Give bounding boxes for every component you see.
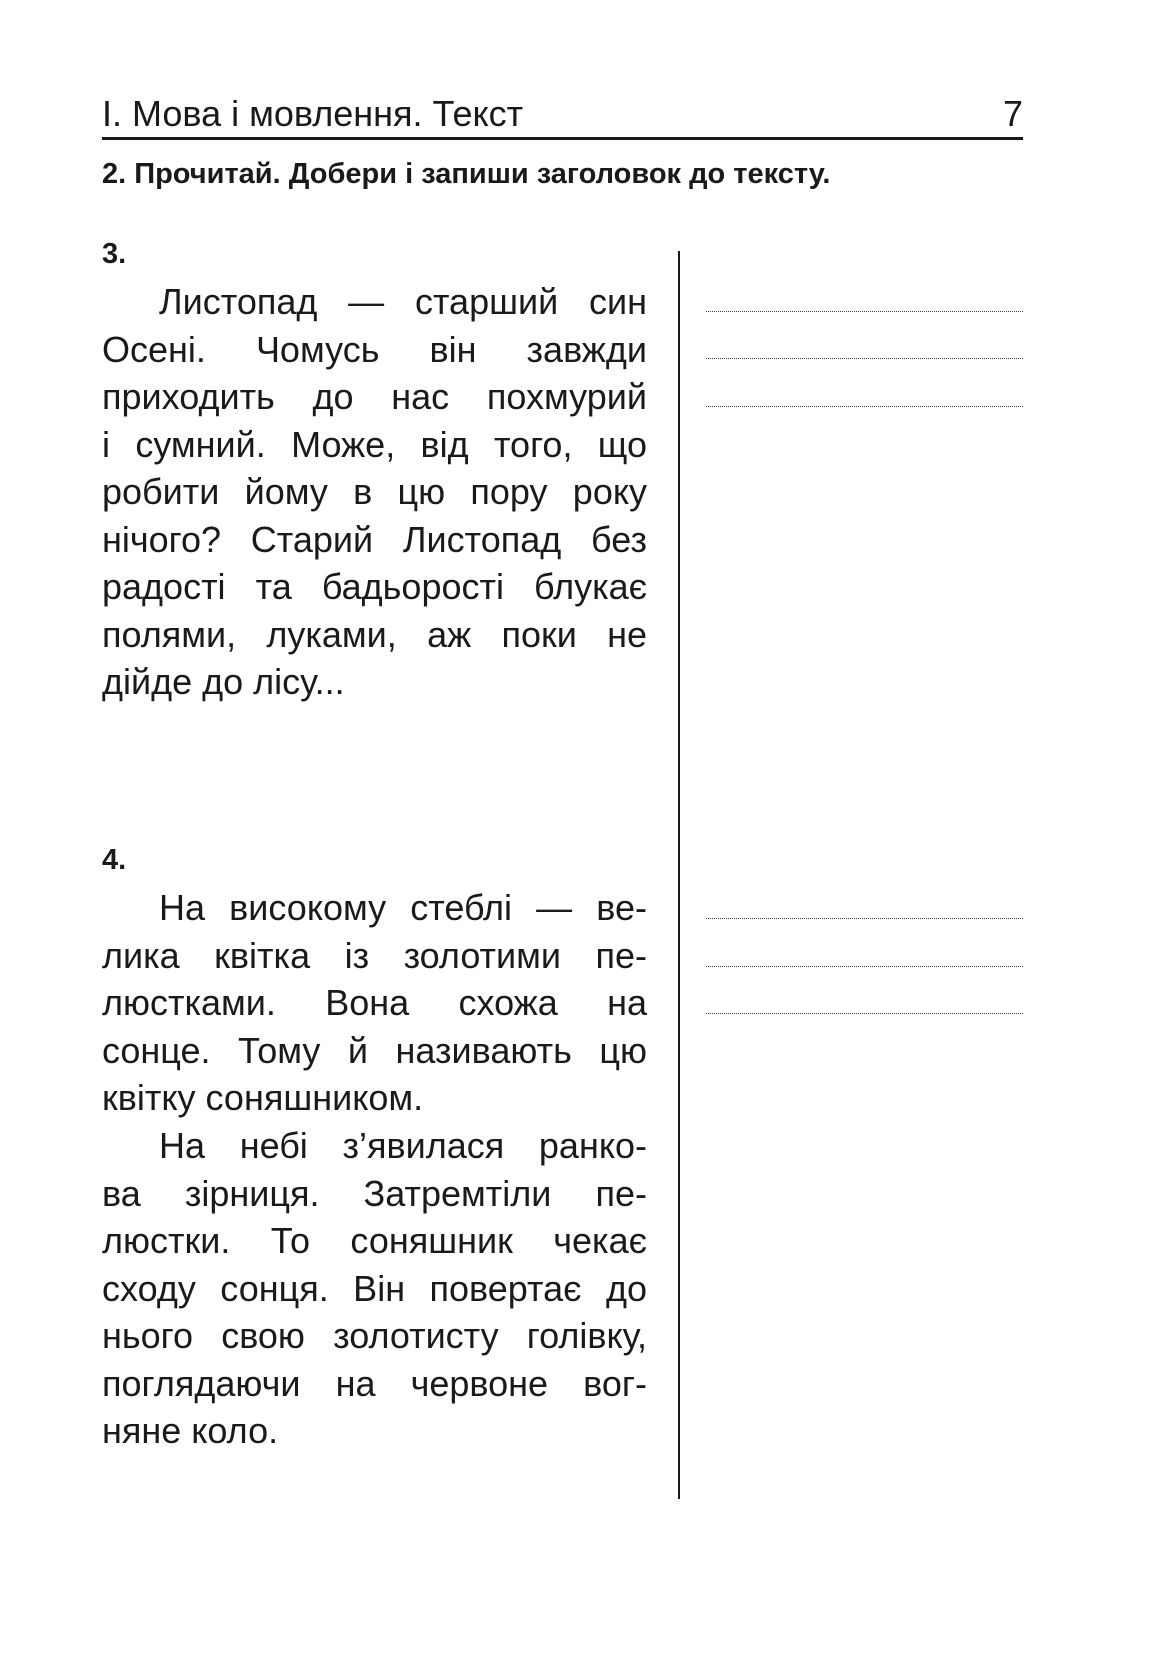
text-line: нього свою золотисту голівку, [102,1315,647,1356]
text-line: На небі з’явилася ранко- [159,1125,647,1166]
text-line: Осені. Чомусь він завжди [102,328,647,370]
answer-line-task-4-1[interactable] [706,918,1023,919]
answer-line-task-3-3[interactable] [706,406,1023,407]
task-3-text [102,278,647,706]
task-4-paragraph-2 [102,1122,647,1455]
text-line: і сумний. Може, від того, що [102,423,647,465]
answer-line-task-4-2[interactable] [706,966,1023,967]
text-line: люстки. То соняшник чекає [102,1220,647,1261]
text-line: робити йому в цю пору року [102,471,647,512]
text-line: дійде до лісу... [102,661,345,702]
answer-line-task-4-3[interactable] [706,1013,1023,1014]
answer-line-task-3-1[interactable] [706,311,1023,312]
text-line: ва зірниця. Затремтіли пе- [102,1172,647,1214]
text-line: радості та бадьорості блукає [102,566,647,607]
task-4-number: 4. [102,844,127,876]
header-rule [102,137,1023,140]
task-3-number: 3. [102,238,127,270]
answer-line-task-3-2[interactable] [706,358,1023,359]
text-line: люстками. Вона схожа на [102,982,647,1023]
header-title: І. Мова і мовлення. Текст [102,93,524,134]
text-line: сходу сонця. Він повертає до [102,1267,647,1309]
text-line: полями, луками, аж поки не [102,613,647,655]
text-line: Листопад — старший син [159,281,647,322]
text-line: поглядаючи на червоне вог- [102,1362,647,1404]
instruction-heading: 2. Прочитай. Добери і запиши заголовок до тексту. [102,158,831,190]
task-4-paragraph-1 [102,884,647,1122]
page-number: 7 [1002,93,1023,134]
column-divider [678,251,680,1499]
text-line: квітку соняшником. [102,1077,424,1118]
text-line: няне коло. [102,1410,279,1451]
text-line: сонце. Тому й називають цю [102,1029,647,1071]
text-line: лика квітка із золотими пе- [102,934,647,976]
text-line: нічого? Старий Листопад без [102,518,647,560]
text-line: На високому стеблі — ве- [159,887,647,928]
text-line: приходить до нас похмурий [102,376,647,417]
